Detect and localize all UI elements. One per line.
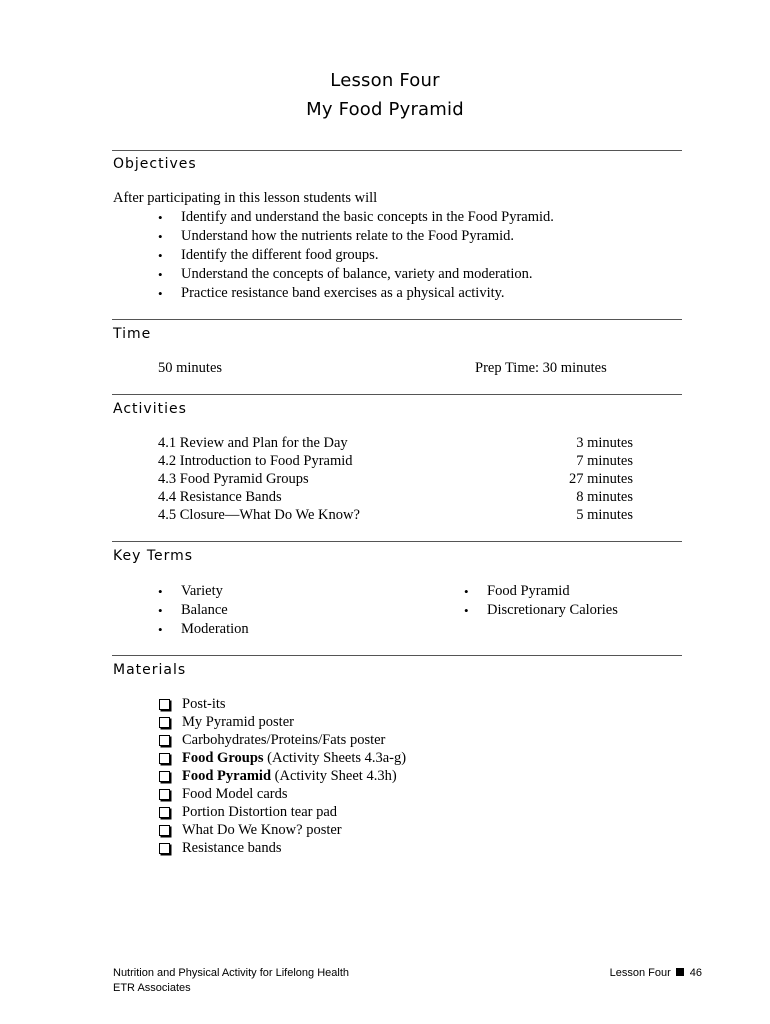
list-item: Food Pyramid (Activity Sheet 4.3h) (158, 767, 406, 785)
bullet-icon: • (158, 248, 163, 263)
key-terms-right-list (464, 582, 618, 620)
list-item: Food Groups (Activity Sheets 4.3a-g) (158, 749, 406, 767)
activity-duration: 27 minutes (568, 471, 633, 487)
activity-row (158, 453, 633, 471)
activity-name: 4.1 Review and Plan for the Day (158, 435, 348, 451)
list-item: • Variety (158, 583, 223, 599)
list-item: • Identify the different food groups. (158, 247, 379, 263)
bullet-icon: • (464, 584, 469, 599)
divider (112, 319, 682, 320)
footer-page-label (610, 967, 702, 979)
materials-list (158, 695, 406, 857)
bullet-icon: • (158, 267, 163, 282)
materials-heading: Materials (113, 662, 187, 678)
activity-name: 4.5 Closure—What Do We Know? (158, 507, 360, 523)
bullet-icon: • (464, 603, 469, 618)
key-terms-left-list (158, 582, 249, 639)
list-item: • Understand the concepts of balance, variety and moderation. (158, 266, 533, 282)
list-item: • Moderation (158, 621, 249, 637)
page-number: 46 (689, 967, 702, 979)
list-item: Post-its (158, 695, 406, 713)
divider (112, 655, 682, 656)
checkbox-icon (159, 843, 170, 854)
activity-row (158, 489, 633, 507)
objectives-intro: After participating in this lesson students will (113, 190, 378, 206)
divider (112, 541, 682, 542)
checkbox-icon (159, 717, 170, 728)
bullet-icon: • (158, 229, 163, 244)
activity-row (158, 435, 633, 453)
bullet-icon: • (158, 286, 163, 301)
activity-duration: 5 minutes (576, 507, 633, 523)
time-heading: Time (113, 326, 152, 342)
activity-duration: 3 minutes (576, 435, 633, 451)
square-icon (676, 968, 684, 976)
footer-publication: Nutrition and Physical Activity for Lifelong Health (113, 967, 350, 979)
list-item: • Balance (158, 602, 228, 618)
footer-lesson-label: Lesson Four (609, 967, 671, 979)
checkbox-icon (159, 807, 170, 818)
list-item: My Pyramid poster (158, 713, 406, 731)
page-subtitle: My Food Pyramid (306, 99, 464, 120)
list-item: Food Model cards (158, 785, 406, 803)
objectives-list (158, 208, 554, 303)
page-title: Lesson Four (330, 70, 440, 91)
list-item: • Discretionary Calories (464, 602, 618, 618)
key-terms-heading: Key Terms (113, 548, 194, 564)
prep-time: Prep Time: 30 minutes (475, 360, 607, 376)
objectives-heading: Objectives (113, 156, 197, 172)
bullet-icon: • (158, 210, 163, 225)
list-item: • Understand how the nutrients relate to the Food Pyramid. (158, 228, 515, 244)
bullet-icon: • (158, 622, 163, 637)
list-item: Portion Distortion tear pad (158, 803, 406, 821)
bullet-icon: • (158, 584, 163, 599)
time-duration: 50 minutes (158, 360, 223, 376)
list-item: • Identify and understand the basic concepts in the Food Pyramid. (158, 209, 554, 225)
list-item: • Practice resistance band exercises as a physical activity. (158, 285, 505, 301)
list-item: • Food Pyramid (464, 583, 570, 599)
footer-publisher: ETR Associates (113, 982, 191, 994)
list-item: Resistance bands (158, 839, 406, 857)
checkbox-icon (159, 753, 170, 764)
activity-name: 4.2 Introduction to Food Pyramid (158, 453, 353, 469)
activity-duration: 8 minutes (576, 489, 633, 505)
divider (112, 150, 682, 151)
activity-name: 4.3 Food Pyramid Groups (158, 471, 309, 487)
list-item: Carbohydrates/Proteins/Fats poster (158, 731, 406, 749)
activities-heading: Activities (113, 401, 187, 417)
checkbox-icon (159, 825, 170, 836)
checkbox-icon (159, 771, 170, 782)
checkbox-icon (159, 735, 170, 746)
divider (112, 394, 682, 395)
checkbox-icon (159, 789, 170, 800)
bullet-icon: • (158, 603, 163, 618)
activity-row (158, 507, 633, 525)
activity-duration: 7 minutes (576, 453, 633, 469)
checkbox-icon (159, 699, 170, 710)
activity-name: 4.4 Resistance Bands (158, 489, 282, 505)
activity-row (158, 471, 633, 489)
list-item: What Do We Know? poster (158, 821, 406, 839)
